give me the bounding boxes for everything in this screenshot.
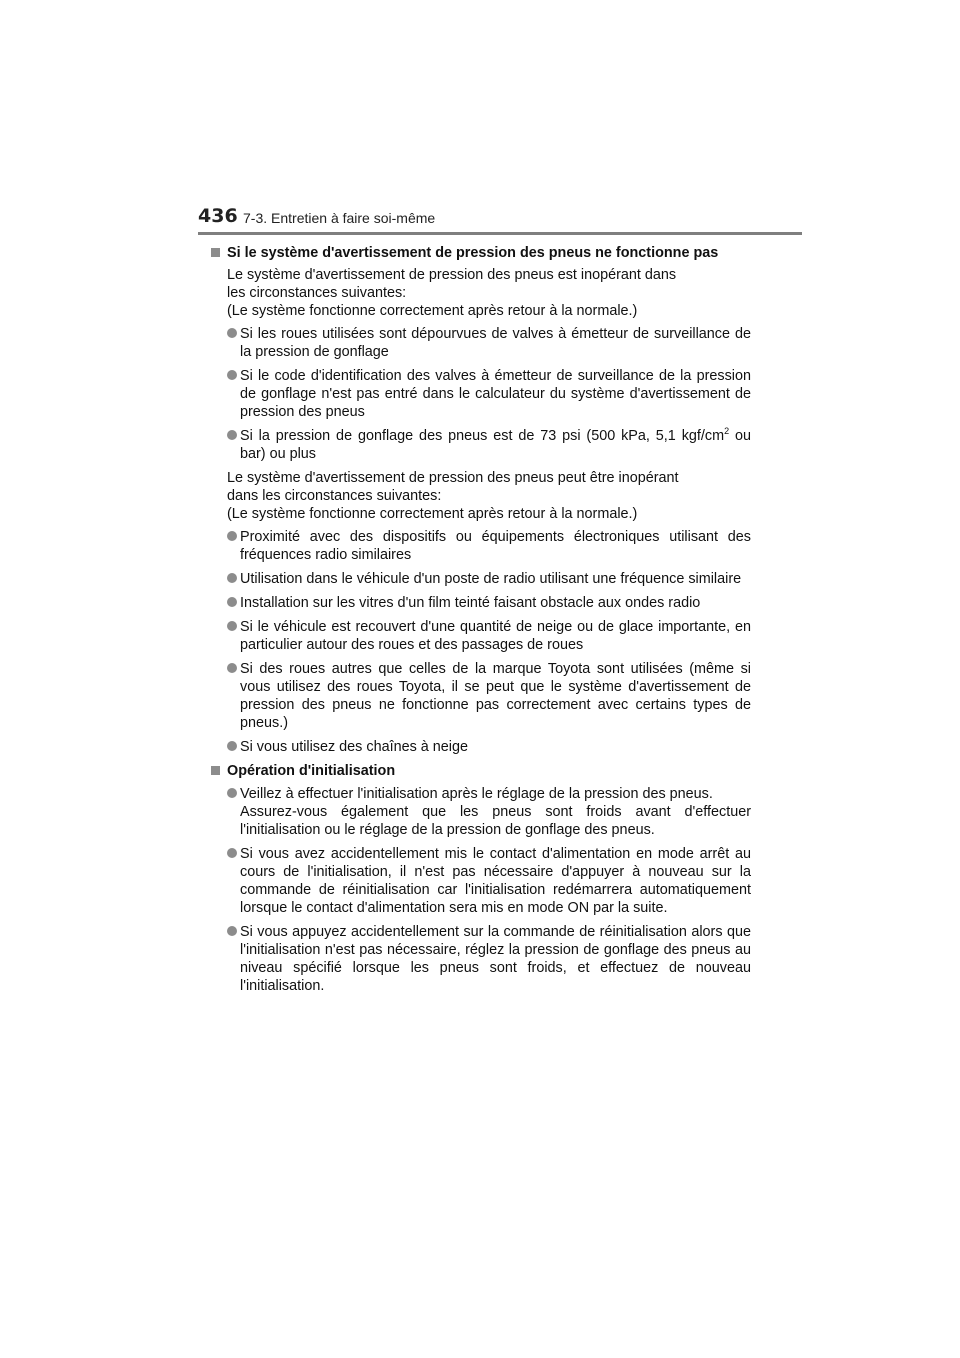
list-item-text: Proximité avec des dispositifs ou équipements électroniques utilisant des fréquences radio similaires <box>240 529 751 563</box>
list-item-text: Assurez-vous également que les pneus sont froids avant d'effectuer l'initialisation ou le réglage de la pression de gonflage des pneus. <box>240 804 751 838</box>
list-item-text: Veillez à effectuer l'initialisation après le réglage de la pression des pneus. <box>240 786 713 802</box>
circle-bullet-icon <box>227 660 240 732</box>
list-item-text: Utilisation dans le véhicule d'un poste de radio utilisant une fréquence similaire <box>240 571 742 587</box>
list-item <box>227 785 751 839</box>
list-item <box>227 528 751 564</box>
bullet-list <box>210 528 751 756</box>
circle-bullet-icon <box>227 528 240 564</box>
list-item <box>227 618 751 654</box>
list-item <box>227 738 751 756</box>
list-item-text <box>240 427 751 463</box>
list-item <box>227 325 751 361</box>
circle-bullet-icon <box>227 785 240 839</box>
intro-paragraph-2 <box>227 469 751 523</box>
intro-line: Le système d'avertissement de pression des pneus peut être inopérant <box>227 470 679 486</box>
list-item-text: Si le code d'identification des valves à émetteur de surveillance de la pression de gonflage n'est pas entré dans le calculateur du système d'avertissement de pression des pneus <box>240 368 751 420</box>
intro-paragraph <box>227 266 751 320</box>
intro-line: (Le système fonctionne correctement après retour à la normale.) <box>227 303 638 319</box>
section-heading-row <box>210 244 751 262</box>
section-heading-row <box>210 762 751 780</box>
section-title: 7-3. Entretien à faire soi-même <box>243 210 436 226</box>
header-rule <box>198 232 802 235</box>
bullet-list <box>210 325 751 463</box>
list-item <box>227 594 751 612</box>
page-number: 436 <box>198 205 238 227</box>
page-header <box>198 205 802 235</box>
circle-bullet-icon <box>227 618 240 654</box>
list-item <box>227 845 751 917</box>
section-heading: Si le système d'avertissement de pression des pneus ne fonctionne pas <box>227 245 719 261</box>
list-item <box>227 660 751 732</box>
intro-line: Le système d'avertissement de pression des pneus est inopérant dans <box>227 267 677 283</box>
list-item-text: Si vous utilisez des chaînes à neige <box>240 739 468 755</box>
superscript: 2 <box>724 426 730 437</box>
intro-line: dans les circonstances suivantes: <box>227 488 442 504</box>
circle-bullet-icon <box>227 738 240 756</box>
text-after-sup: ou bar) ou plus <box>240 428 751 462</box>
circle-bullet-icon <box>227 594 240 612</box>
list-item <box>227 923 751 995</box>
section-initialisation <box>210 762 751 995</box>
text-before-sup: Si la pression de gonflage des pneus est de 73 psi (500 kPa, 5,1 kgf/cm <box>240 428 725 444</box>
section-tpws-not-working <box>210 244 751 756</box>
circle-bullet-icon <box>227 923 240 995</box>
circle-bullet-icon <box>227 367 240 421</box>
list-item <box>227 367 751 421</box>
intro-line: les circonstances suivantes: <box>227 285 407 301</box>
square-bullet-icon <box>210 244 227 262</box>
square-bullet-icon <box>210 762 227 780</box>
section-heading: Opération d'initialisation <box>227 763 396 779</box>
circle-bullet-icon <box>227 427 240 463</box>
intro-line: (Le système fonctionne correctement après retour à la normale.) <box>227 506 638 522</box>
list-item-text: Installation sur les vitres d'un film teinté faisant obstacle aux ondes radio <box>240 595 701 611</box>
list-item-text: Si des roues autres que celles de la marque Toyota sont utilisées (même si vous utilisez des roues Toyota, il se peut que le système d'avertissement de pression des pneus ne fonctionne pas correctement avec certains types de pneus.) <box>240 661 751 731</box>
page-content <box>210 244 751 1001</box>
bullet-list <box>210 785 751 995</box>
list-item-text: Si vous avez accidentellement mis le contact d'alimentation en mode arrêt au cours de l'initialisation, il n'est pas nécessaire d'appuyer à nouveau sur la commande de réinitialisation car l'initialisation redémarrera automatiquement lorsque le contact d'alimentation sera mis en mode ON par la suite. <box>240 846 751 916</box>
circle-bullet-icon <box>227 845 240 917</box>
list-item <box>227 570 751 588</box>
list-item-text: Si les roues utilisées sont dépourvues de valves à émetteur de surveillance de la pression de gonflage <box>240 326 751 360</box>
list-item-text: Si le véhicule est recouvert d'une quantité de neige ou de glace importante, en particulier autour des roues et des passages de roues <box>240 619 751 653</box>
list-item-text: Si vous appuyez accidentellement sur la commande de réinitialisation alors que l'initialisation n'est pas nécessaire, réglez la pression de gonflage des pneus au niveau spécifié lorsque les pneus sont froids, et effectuez de nouveau l'initialisation. <box>240 924 751 994</box>
circle-bullet-icon <box>227 325 240 361</box>
circle-bullet-icon <box>227 570 240 588</box>
list-item <box>227 427 751 463</box>
